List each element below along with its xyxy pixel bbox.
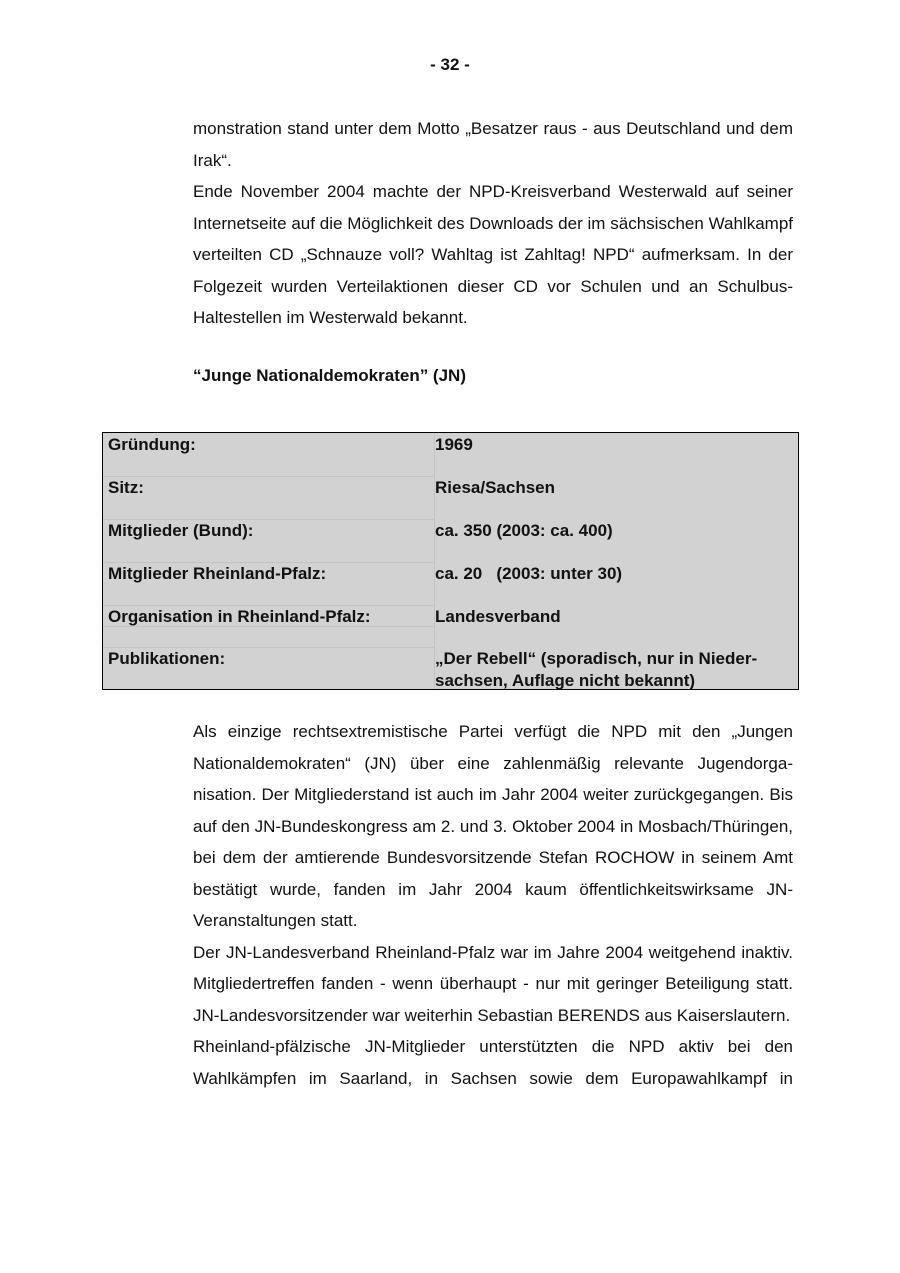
intro-paragraph: monstration stand unter dem Motto „Besatzer raus - aus Deutschland und dem Irak“. (193, 119, 793, 170)
row-label: Sitz: (108, 478, 144, 497)
row-label: Publikationen: (108, 649, 226, 668)
section-heading: “Junge Nationaldemokraten” (JN) (193, 366, 466, 385)
body-paragraph: Der JN-Landesverband Rheinland-Pfalz war im Jahre 2004 weitgehend inaktiv. Mitgliedertreffen fanden - wenn überhaupt - nur mit geringer Beteiligung statt. JN-Landesvorsitzender war weiterhin Sebastian BERENDS aus Kaiserslautern. (193, 942, 793, 1025)
row-label: Mitglieder Rheinland-Pfalz: (108, 564, 327, 583)
row-value: Landesverband (435, 607, 561, 626)
info-table (102, 432, 799, 690)
page-number: - 32 - (430, 55, 470, 74)
row-label: Organisation in Rheinland-Pfalz: (108, 607, 371, 626)
row-value: ca. 20 (2003: unter 30) (435, 564, 623, 583)
body-paragraph: Rheinland-pfälzische JN-Mitglieder unterstützten die NPD aktiv bei den Wahlkämpfen im Saarland, in Sachsen sowie dem Europawahlkampf in (193, 1037, 793, 1088)
row-label: Gründung: (108, 435, 196, 454)
body-text (193, 716, 793, 1094)
intro-text (193, 113, 793, 334)
row-value: ca. 350 (2003: ca. 400) (435, 521, 613, 540)
body-paragraph: Als einzige rechtsextremistische Partei verfügt die NPD mit den „Jungen Nationaldemokraten“ (JN) über eine zahlenmäßig relevante Jugendorganisation. Der Mitgliederstand ist auch im Jahr 2004 weiter zurückgegangen. Bis auf den JN-Bundeskongress am 2. und 3. Oktober 2004 in Mosbach/Thüringen, bei dem der amtierende Bundesvorsitzende Stefan ROCHOW in seinem Amt bestätigt wurde, fanden im Jahr 2004 kaum öffentlichkeitswirksame JN-Veranstaltungen statt. (193, 722, 793, 930)
intro-paragraph: Ende November 2004 machte der NPD-Kreisverband Westerwald auf seiner Internetseite auf die Möglichkeit des Downloads der im sächsischen Wahlkampf verteilten CD „Schnauze voll? Wahltag ist Zahltag! NPD“ aufmerksam. In der Folgezeit wurden Verteilaktionen dieser CD vor Schulen und an Schulbus-Haltestellen im Westerwald bekannt. (193, 182, 793, 327)
row-label: Mitglieder (Bund): (108, 521, 254, 540)
row-value: Riesa/Sachsen (435, 478, 556, 497)
row-value: „Der Rebell“ (sporadisch, nur in Niedersachsen, Auflage nicht bekannt) (435, 649, 758, 690)
row-value: 1969 (435, 435, 473, 454)
